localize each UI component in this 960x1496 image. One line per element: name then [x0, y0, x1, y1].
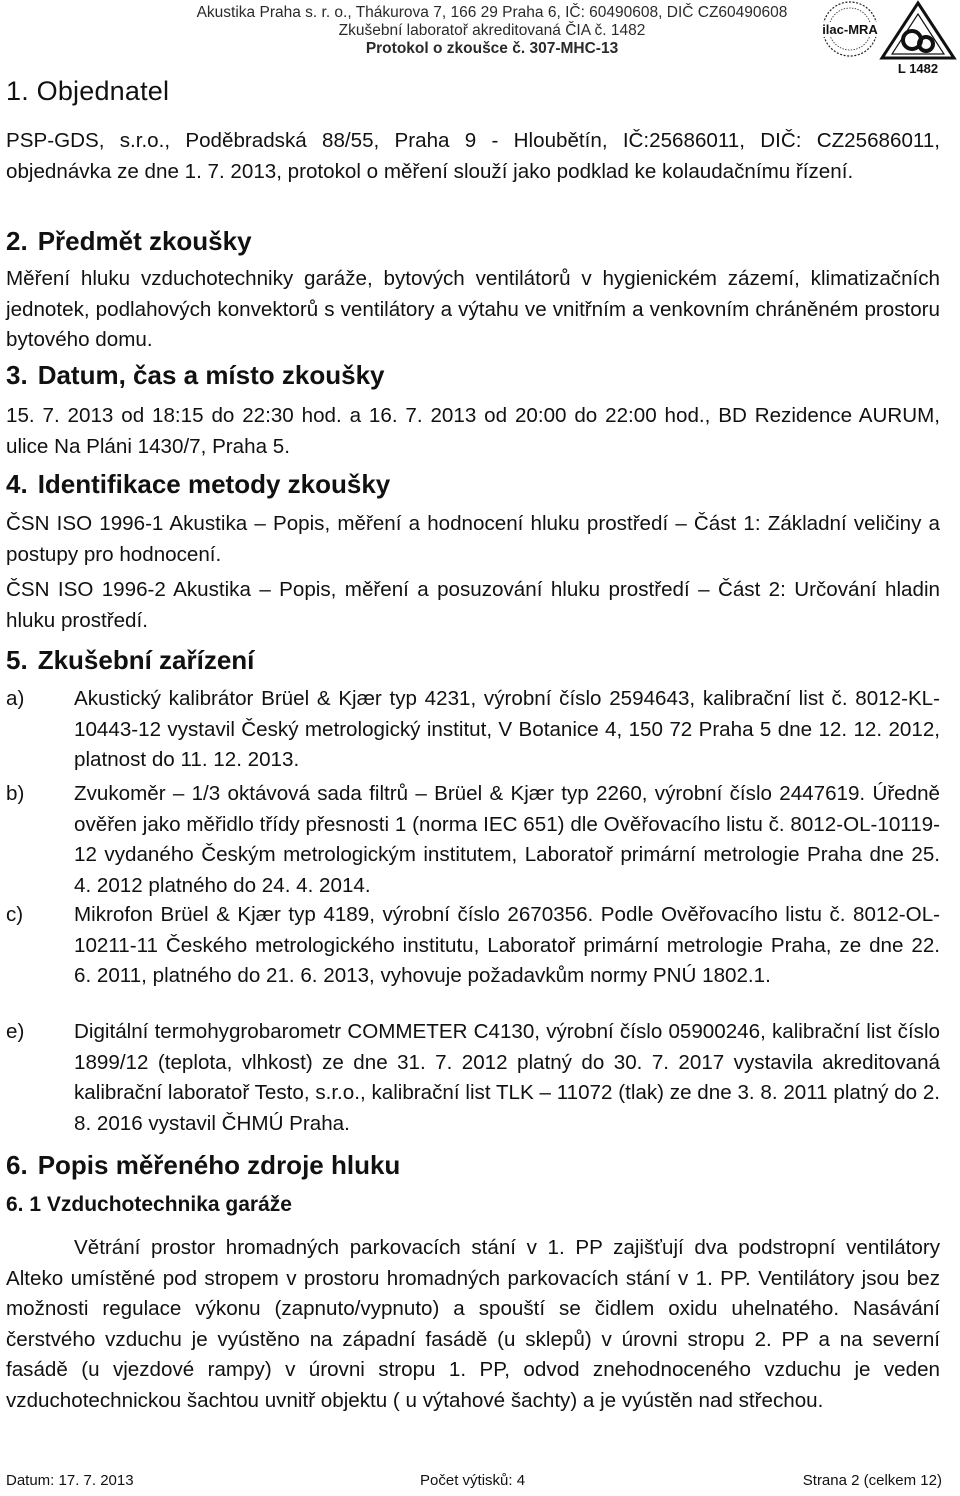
section-5-title: Zkušební zařízení [37, 645, 255, 675]
footer-page-number: Strana 2 (celkem 12) [802, 1472, 942, 1489]
section-1-text: PSP-GDS, s.r.o., Poděbradská 88/55, Praha 9 - Hloubětín, IČ:25686011, DIČ: CZ25686011, objednávka ze dne 1. 7. 2013, protokol o měření slouží jako podklad ke kolaudačnímu řízení. [6, 129, 940, 183]
section-4-method-1: ČSN ISO 1996-1 Akustika – Popis, měření a hodnocení hluku prostředí – Část 1: Základní veličiny a postupy pro hodnocení. [6, 512, 940, 566]
section-2-text: Měření hluku vzduchotechniky garáže, bytových ventilátorů v hygienickém zázemí, klimatizačních jednotek, podlahových konvektorů s ventilátory a výtahu ve vnitřním a venkovním chráněném prostoru bytového domu. [6, 267, 940, 351]
equipment-item [6, 1017, 940, 1139]
equipment-item-label: a) [6, 687, 25, 710]
section-3-heading [6, 360, 385, 391]
equipment-item-text: Zvukoměr – 1/3 oktávová sada filtrů – Brüel & Kjær typ 2260, výrobní číslo 2447619. Úředně ověřen jako měřidlo třídy přesnosti 1 (norma IEC 651) dle Ověřovacího listu č. 8012-OL-10119-12 vydaného Českým metrologickým institutem, Laboratoř primární metrologie Praha dne 25. 4. 2012 platného do 24. 4. 2014. [74, 782, 940, 897]
section-2-heading [6, 226, 252, 257]
equipment-item-text: Mikrofon Brüel & Kjær typ 4189, výrobní číslo 2670356. Podle Ověřovacího listu č. 8012-OL-10211-11 Českého metrologického institutu, Laboratoř primární metrologie Praha, ze dne 22. 6. 2011, platného do 21. 6. 2013, vyhovuje požadavkům normy PNÚ 1802.1. [74, 903, 940, 987]
header-accreditation: Zkušební laboratoř akreditovaná ČIA č. 1482 [338, 22, 646, 39]
section-1-title: Objednatel [36, 76, 170, 106]
section-6-1-text: Větrání prostor hromadných parkovacích stání v 1. PP zajišťují dva podstropní ventilátory Alteko umístěné pod stropem v prostoru hromadných parkovacích stání v 1. PP. Ventilátory jsou bez možnosti regulace výkonu (zapnuto/vypnuto) a spouští se čidlem oxidu uhelnatého. Nasávání čerstvého vzduchu je vyústěno na západní fasádě (u sklepů) v úrovni stropu 2. PP a na severní fasádě (u vjezdové rampy) v úrovni stropu 1. PP, odvod znehodnoceného vzduchu je veden vzduchotechnickou šachtou uvnitř objektu ( u výtahové šachty) a je vyústěn nad střechou. [6, 1236, 940, 1412]
header-protocol-number: Protokol o zkoušce č. 307-MHC-13 [365, 40, 619, 57]
section-4-method-2: ČSN ISO 1996-2 Akustika – Popis, měření a posuzování hluku prostředí – Část 2: Určování hladin hluku prostředí. [6, 578, 940, 632]
section-3-title: Datum, čas a místo zkoušky [37, 360, 385, 390]
section-4-number: 4. [6, 469, 28, 499]
section-4-heading [6, 469, 390, 500]
section-5-heading [6, 645, 254, 676]
section-6-heading [6, 1150, 400, 1181]
section-6-1-heading: 6. 1 Vzduchotechnika garáže [6, 1193, 292, 1216]
section-6-title: Popis měřeného zdroje hluku [37, 1150, 401, 1180]
equipment-item [6, 684, 940, 776]
section-5-number: 5. [6, 645, 28, 675]
footer-date: Datum: 17. 7. 2013 [6, 1472, 134, 1489]
equipment-item-label: c) [6, 903, 24, 926]
lab-code: L 1482 [897, 61, 939, 76]
section-1-heading [6, 76, 169, 107]
equipment-item-text: Akustický kalibrátor Brüel & Kjær typ 4231, výrobní číslo 2594643, kalibrační list č. 8012-KL-10443-12 vystavil Český metrologický institut, V Botanice 4, 150 72 Praha 5 dne 12. 12. 2012, platnost do 11. 12. 2013. [74, 687, 940, 771]
equipment-item-label: e) [6, 1020, 25, 1043]
ilac-mra-logo [812, 0, 888, 58]
section-3-number: 3. [6, 360, 28, 390]
ilac-mra-text: ilac-MRA [822, 22, 878, 37]
section-1-number: 1. [6, 76, 29, 106]
section-4-title: Identifikace metody zkoušky [37, 469, 391, 499]
section-2-number: 2. [6, 226, 28, 256]
equipment-item [6, 779, 940, 901]
footer-copies: Počet výtisků: 4 [420, 1472, 526, 1489]
section-2-title: Předmět zkoušky [37, 226, 252, 256]
section-3-text: 15. 7. 2013 od 18:15 do 22:30 hod. a 16. 7. 2013 od 20:00 do 22:00 hod., BD Rezidence AURUM, ulice Na Pláni 1430/7, Praha 5. [6, 404, 940, 458]
header-company: Akustika Praha s. r. o., Thákurova 7, 166 29 Praha 6, IČ: 60490608, DIČ CZ60490608 [196, 4, 788, 21]
page-header [172, 4, 812, 58]
section-6-number: 6. [6, 1150, 28, 1180]
equipment-item-text: Digitální termohygrobarometr COMMETER C4130, výrobní číslo 05900246, kalibrační list číslo 1899/12 (teplota, vlhkost) ze dne 31. 7. 2012 platný do 30. 7. 2017 vystavila akreditovaná kalibrační laboratoř Testo, s.r.o., kalibrační list TLK – 11072 (tlak) ze dne 3. 8. 2011 platný do 2. 8. 2016 vystavil ČHMÚ Praha. [74, 1020, 940, 1135]
equipment-item [6, 900, 940, 992]
cia-accreditation-logo [878, 0, 958, 76]
equipment-item-label: b) [6, 782, 25, 805]
